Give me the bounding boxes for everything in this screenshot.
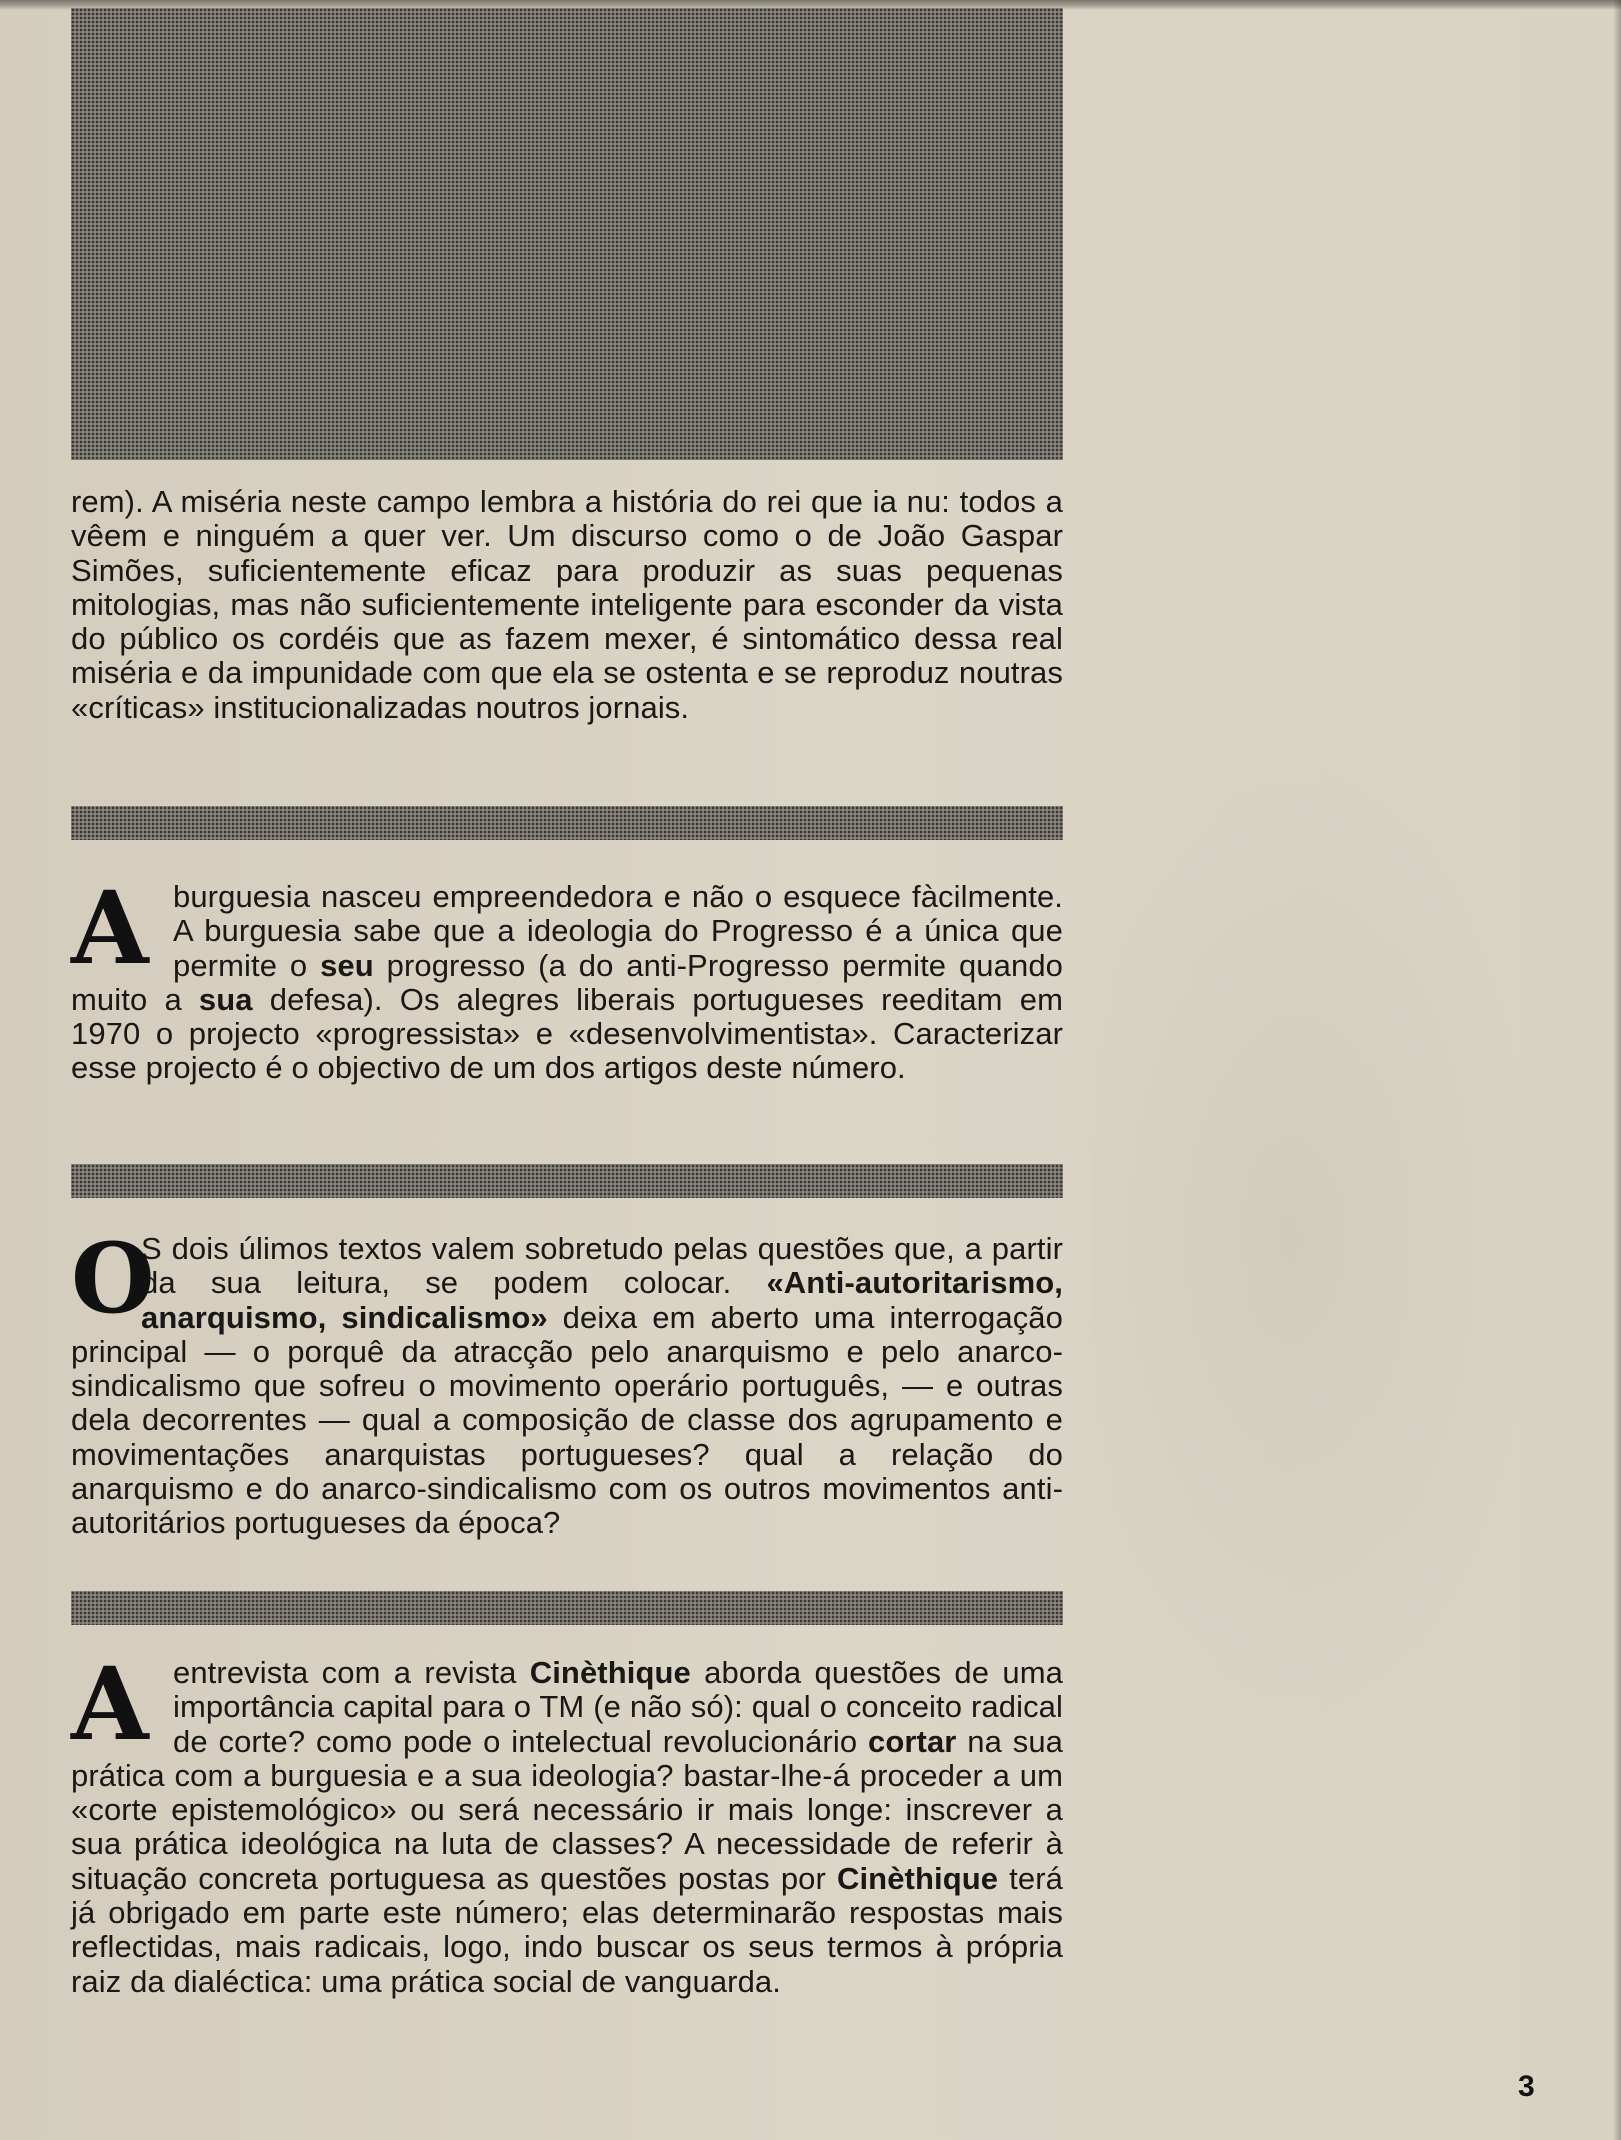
paragraph-text: na sua prática com a burguesia e a sua ideologia? bastar-lhe-á proceder a um «corte epistemológico» ou será necessário ir mais longe: inscrever a sua prática ideológica na luta de classes? A necessidade de referir à situação concreta portuguesa as questões postas por [71, 1723, 1064, 1896]
emphasis-text: «Anti-autoritarismo, anarquismo, sindicalismo» [141, 1265, 1063, 1335]
paragraph-miseria [71, 485, 1063, 725]
paragraph-burguesia [71, 869, 1064, 1086]
show-through-shadow [1090, 640, 1590, 1840]
halftone-divider [71, 1164, 1063, 1198]
paragraph-text: progresso (a do anti-Progresso permite quando muito a [71, 947, 1064, 1017]
paragraph-text: burguesia nasceu empreendedora e não o esquece fàcilmente. A burguesia sabe que a ideologia do Progresso é a única que permite o [173, 879, 1063, 983]
emphasis-text: Cinèthique [529, 1655, 691, 1690]
emphasis-text: seu [320, 947, 374, 983]
emphasis-text: cortar [867, 1723, 957, 1759]
paragraph-text: deixa em aberto uma interrogação principal — o porquê da atracção pelo anarquismo e pelo anarco-sindicalismo que sofreu o movimento operário português, — e outras dela decorrentes — qual a composição de classe dos agrupamento e movimentações anarquistas portugueses? qual a relação do anarquismo e do anarco-sindicalismo com os outros movimentos anti-autoritários portugueses da época? [71, 1299, 1063, 1541]
paragraph-text: entrevista com a revista [173, 1655, 530, 1690]
paragraph-text: terá já obrigado em parte este número; elas determinarão respostas mais reflectidas, mais radicais, logo, indo buscar os seus termos à própria raiz da dialéctica: uma prática social de vanguarda. [71, 1860, 1063, 1999]
paragraph-text: defesa). Os alegres liberais portugueses reeditam em 1970 o projecto «progressista» e «desenvolvimentista». Caracterizar esse projecto é o objectivo de um dos artigos deste número. [71, 981, 1063, 1086]
emphasis-text: sua [198, 981, 253, 1017]
paragraph-cinethique [71, 1645, 1064, 1999]
halftone-divider [71, 1591, 1063, 1625]
halftone-image-block [71, 8, 1063, 460]
paragraph-text: rem). A miséria neste campo lembra a história do rei que ia nu: todos a vêem e ninguém a quer ver. Um discurso como o de João Gaspar Simões, suficientemente eficaz para produzir as suas pequenas mitologias, mas não suficientemente inteligente para esconder da vista do público os cordéis que as fazem mexer, é sintomático dessa real miséria e da impunidade com que ela se ostenta e se reproduz noutras «críticas» institucionalizadas noutros jornais. [71, 484, 1063, 725]
paragraph-anarquismo [71, 1222, 1063, 1541]
drop-cap: A [71, 869, 149, 987]
halftone-divider [71, 806, 1063, 840]
page-number: 3 [1518, 2070, 1535, 2103]
drop-cap: O [71, 1222, 155, 1335]
page-right-edge [1613, 0, 1621, 2140]
emphasis-text: Cinèthique [836, 1860, 999, 1896]
drop-cap: A [71, 1645, 149, 1763]
paragraph-text: aborda questões de uma importância capital para o TM (e não só): qual o conceito radical de corte? como pode o intelectual revolucionário [173, 1655, 1063, 1759]
paragraph-text: S dois úlimos textos valem sobretudo pelas questões que, a partir da sua leitura, se podem colocar. [141, 1231, 1063, 1301]
